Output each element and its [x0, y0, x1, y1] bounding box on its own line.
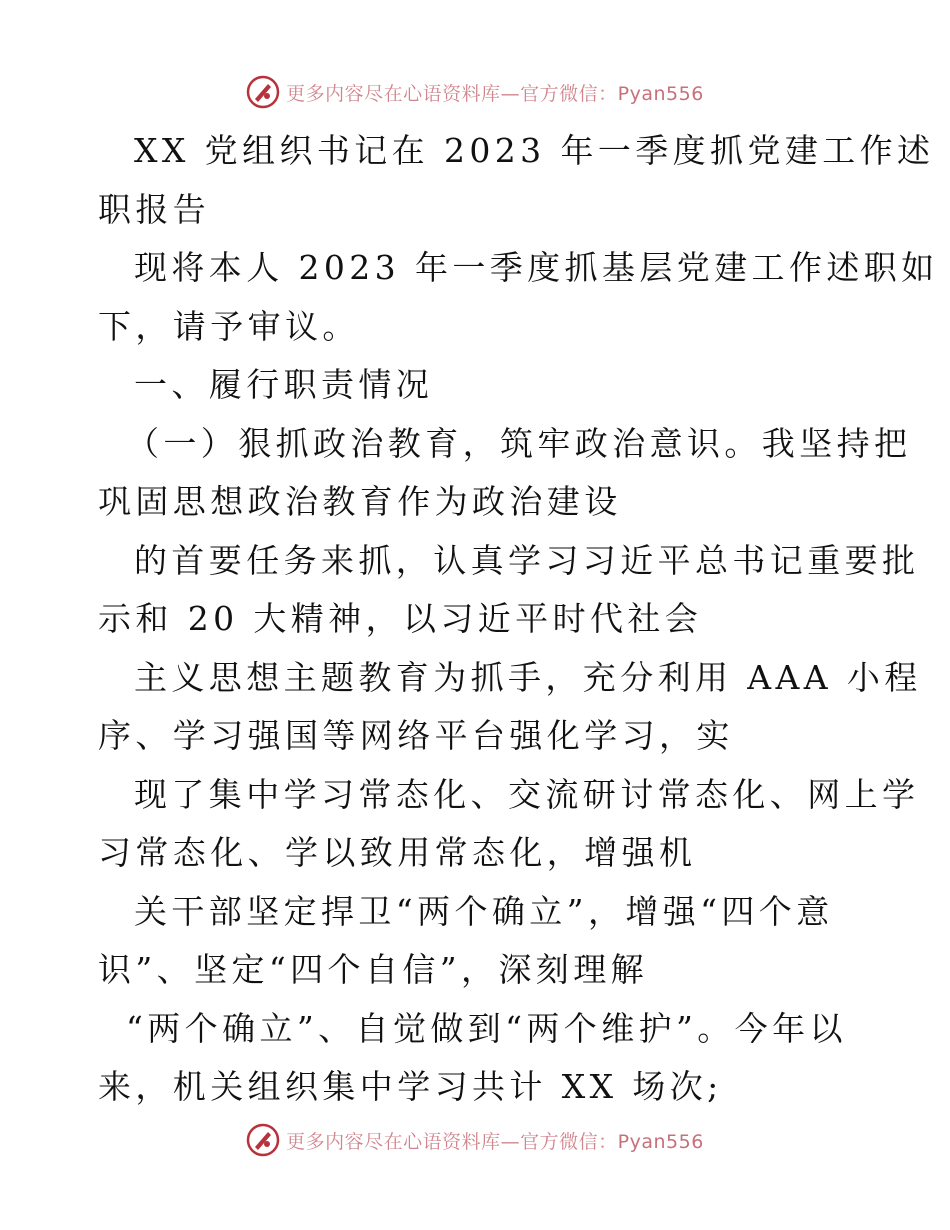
watermark-wechat-id: Pyan556: [617, 1130, 704, 1153]
watermark-prefix: 更多内容尽在心语资料库—官方微信：: [286, 1130, 618, 1153]
doc-line: 巩固思想政治教育作为政治建设: [98, 482, 622, 521]
section-heading: 一、履行职责情况: [134, 365, 434, 404]
doc-line: 下，请予审议。: [98, 306, 360, 346]
doc-line: 习常态化、学以致用常态化，增强机: [98, 833, 697, 872]
doc-line: 现将本人 2023 年一季度抓基层党建工作述职如: [134, 248, 939, 287]
doc-line: 主义思想主题教育为抓手，充分利用 AAA 小程: [134, 657, 922, 697]
doc-line-title-2: 职报告: [98, 189, 211, 229]
pen-logo-icon: [246, 75, 280, 109]
subsection-heading: （一）狠抓政治教育，筑牢政治意识。我坚持把: [126, 423, 912, 463]
watermark-text: [286, 79, 704, 106]
document-body: [98, 122, 939, 1117]
doc-line: 关干部坚定捍卫“两个确立”，增强“四个意: [134, 891, 834, 931]
watermark-wechat-id: Pyan556: [617, 82, 704, 105]
doc-line-title-1: XX 党组织书记在 2023 年一季度抓党建工作述: [134, 131, 935, 170]
header-watermark: [0, 72, 950, 112]
doc-line: 示和 20 大精神，以习近平时代社会: [98, 599, 703, 638]
doc-line: “两个确立”、自觉做到“两个维护”。今年以: [126, 1008, 847, 1048]
doc-line: 现了集中学习常态化、交流研讨常态化、网上学: [134, 774, 920, 814]
watermark-text: [286, 1127, 704, 1154]
footer-watermark: [0, 1120, 950, 1160]
watermark-prefix: 更多内容尽在心语资料库—官方微信：: [286, 82, 618, 105]
doc-line: 识”、坚定“四个自信”，深刻理解: [98, 950, 649, 989]
doc-line: 序、学习强国等网络平台强化学习，实: [98, 716, 734, 755]
doc-line: 来，机关组织集中学习共计 XX 场次;: [98, 1067, 723, 1106]
doc-line: 的首要任务来抓，认真学习习近平总书记重要批: [134, 540, 920, 580]
pen-logo-icon: [246, 1123, 280, 1157]
